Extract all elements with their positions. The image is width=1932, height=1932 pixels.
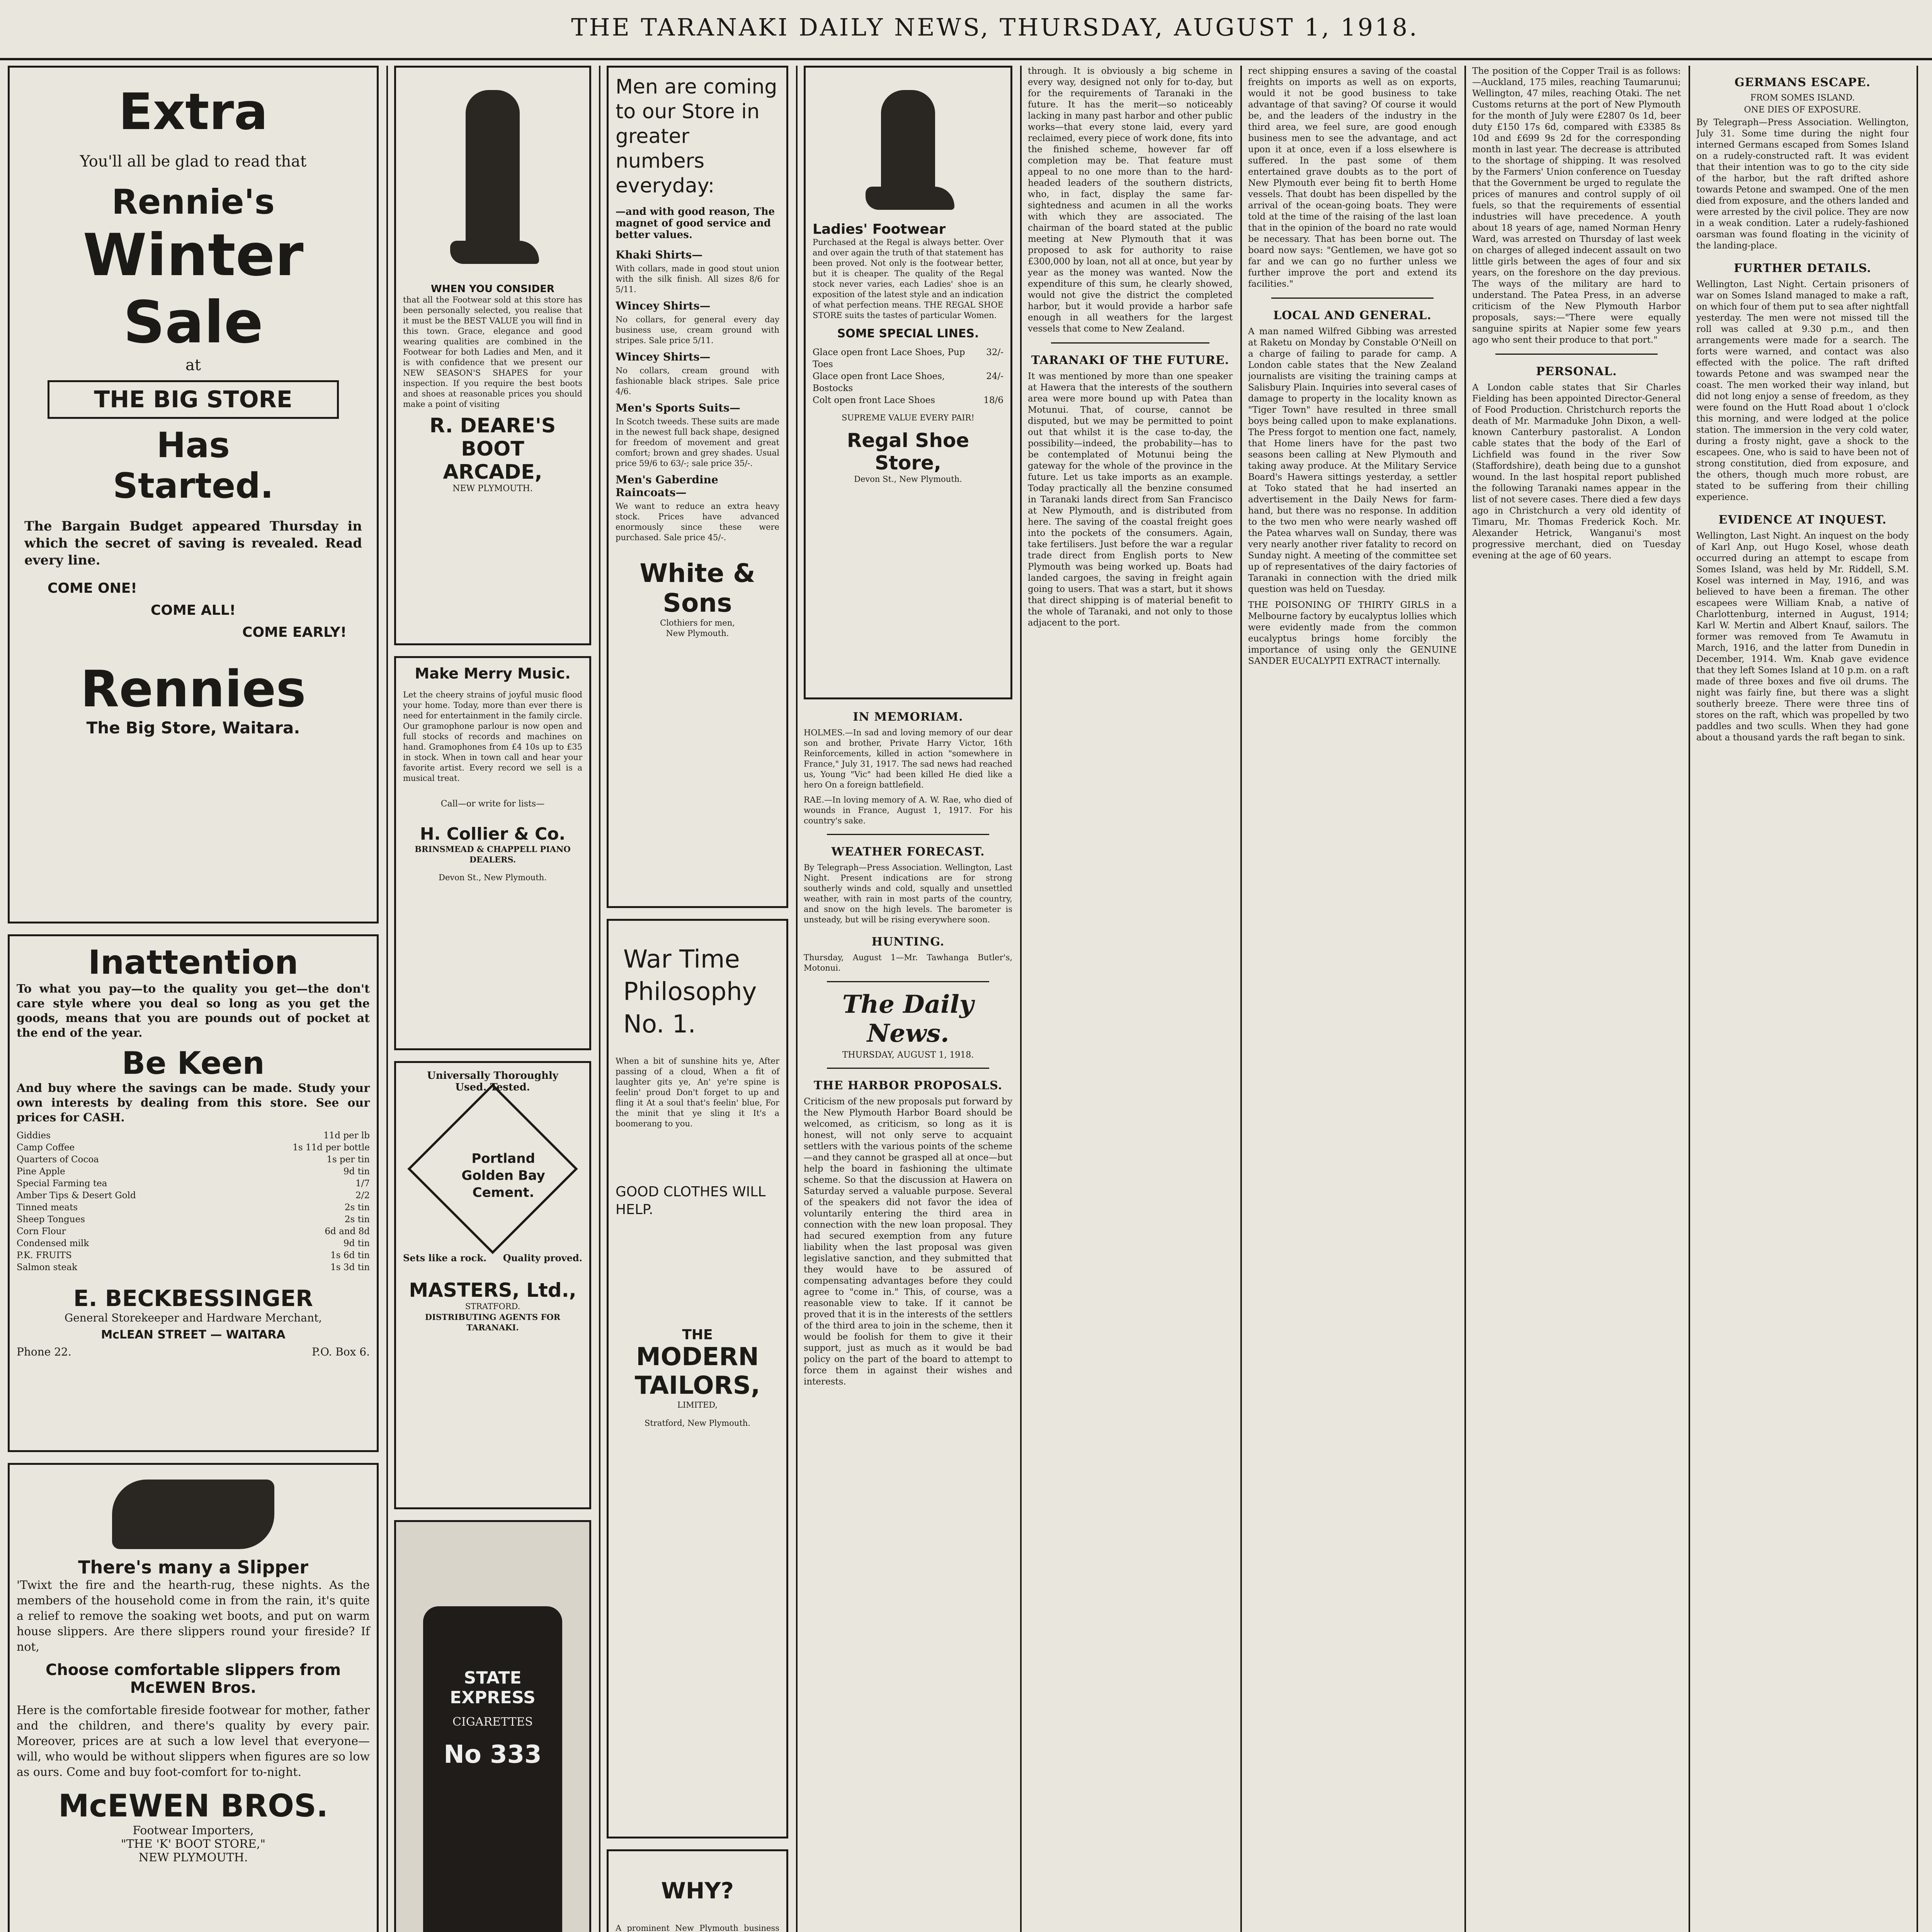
- list-item-price: 1s per tin: [327, 1155, 370, 1165]
- list-item-name: Pine Apple: [17, 1167, 65, 1177]
- list-item-price: 6d and 8d: [325, 1226, 370, 1236]
- ad-advertiser: R. DEARE'S: [429, 414, 556, 437]
- ad-body: 'Twixt the fire and the hearth-rug, these nights. As the members of the household come in from the rain, it's quite a relief to remove the soaking wet boots, and put on warm house slippers. Are there slippers round your fireside? If not,: [17, 1578, 370, 1654]
- news-text: A London cable states that Sir Charles Fielding has been appointed Director-General of Food Production. Christchurch reports the death of Mr. Marmaduke John Dixon, a well-known Canterbury pastoralist. A London cable states that the body of the Earl of Lichfield was found in the river Sow (Staffordshire), death being due to a gunshot wound. In the last hospital report published the following Taranaki names appear in the list of not severe cases. There died a few days ago in Christchurch a very old identity of Timaru, Mr. Thomas Frederick Koch. Mr. Alexander Hetrick, Wanganui's most progressive merchant, died on Tuesday evening at the age of 60 years.: [1472, 383, 1681, 561]
- ad-body: Let the cheery strains of joyful music flood your home. Today, more than ever there is need for entertainment in the family circle. Our gramophone parlour is now open and full stocks of records and machines on hand. Gramophones from £4 10s up to £35 in stock. When in town call and hear your favorite artist. Every record we sell is a musical treat.: [403, 690, 582, 783]
- logo-text: Portland: [471, 1151, 535, 1167]
- price-list: [17, 1130, 370, 1274]
- masters-cement-ad: [394, 1061, 591, 1509]
- list-item-price: 2s tin: [344, 1214, 370, 1225]
- column-rule: [1020, 66, 1022, 1932]
- column-1: [8, 66, 379, 1932]
- item-text: We want to reduce an extra heavy stock. Prices have advanced enormously since these were purchased. Sale price 45/-.: [616, 502, 779, 542]
- list-item-price: 2/2: [355, 1190, 370, 1201]
- item-text: With collars, made in good stout union with the silk finish. All sizes 8/6 for 5/11.: [616, 264, 779, 294]
- column-rule: [599, 66, 600, 1932]
- regal-shoe-ad: [804, 66, 1012, 699]
- ad-heading: Choose comfortable slippers from McEWEN Bros.: [45, 1661, 341, 1697]
- ad-advertiser: Regal Shoe Store,: [847, 429, 969, 474]
- editorial-text: through. It is obviously a big scheme in every way, designed not only for to-day, but for the requirements of Taranaki in the future. It has the merit—so noticeably lacking in many past harbor and other public works—that every stone laid, every yard reclaimed, every piece of work done, fits into the finished scheme, however far off completion may be. That feature must appeal to no one more than to the hard-headed leaders of the southern districts, who, in fact, display the same far-sightedness and acumen in all the works with which they are associated. The chairman of the board stated at the public meeting at New Plymouth that it was proposed to ask for authority to raise £300,000 by loan, not all at once, but year by year as the money was wanted. Now the expenditure of this sum, he clearly showed, would not give the district the completed harbor, but it would provide a harbor safe enough in all weathers for the largest vessels that come to New Zealand.: [1028, 66, 1233, 334]
- ad-sub: Footwear Importers,: [133, 1824, 254, 1837]
- editorial-heading: THE HARBOR PROPOSALS.: [813, 1079, 1003, 1092]
- ad-has: Has: [156, 425, 230, 466]
- ad-heading: WHY?: [661, 1878, 734, 1904]
- ad-come-all: COME ALL!: [150, 602, 236, 618]
- list-item-name: Amber Tips & Desert Gold: [17, 1190, 136, 1201]
- column-rule: [1240, 66, 1242, 1932]
- ad-heading: There's many a Slipper: [78, 1557, 308, 1578]
- ad-at: at: [185, 356, 201, 374]
- ad-address: Devon St., New Plymouth.: [439, 873, 547, 882]
- column-rule: [1689, 66, 1690, 1932]
- item-heading: Wincey Shirts—: [616, 299, 711, 312]
- list-item: [17, 1142, 370, 1154]
- column-6: [1248, 66, 1457, 1932]
- ad-line: Sets like a rock.: [403, 1252, 487, 1264]
- logo-text: CIGARETTES: [452, 1715, 533, 1729]
- memoriam-text: RAE.—In loving memory of A. W. Rae, who died of wounds in France, August 1, 1917. For his country's sake.: [804, 795, 1012, 825]
- list-item: [813, 371, 1003, 395]
- list-item-price: 9d tin: [343, 1167, 370, 1177]
- ad-body: The Bargain Budget appeared Thursday in which the secret of saving is revealed. Read every line.: [24, 519, 362, 568]
- ad-line: BOOT: [461, 437, 524, 461]
- logo-text: STATE EXPRESS: [450, 1668, 536, 1708]
- list-item-name: Camp Coffee: [17, 1143, 75, 1153]
- list-item: [813, 347, 1003, 371]
- news-text: The position of the Copper Trail is as follows:—Auckland, 175 miles, reaching Taumarunui; Wellington, 47 miles, reaching Otaki. The net Customs returns at the port of New Plymouth for the month of July were £2807 0s 1d, beer duty £150 17s 6d, compared with £3385 8s 10d and £699 9s 2d for the corresponding month in last year. The decrease is attributed to the shortage of shipping. It was resolved by the Farmers' Union conference on Tuesday that the Government be urged to regulate the prices of manures and control supply of oil fuels, so that the requirements of essential industries will have precedence. A youth about 18 years of age, named Norman Henry Ward, was arrested on Thursday of last week on charges of alleged indecent assault on two little girls between the ages of four and six years, on the foreshore on the day previous. The ways of the military are hard to understand. The Patea Press, in an adverse criticism of the New Plymouth Harbor proposals, says:—"There were equally sanguine spirits at Napier some few years ago who sent their produce to that port.": [1472, 66, 1681, 345]
- ad-address: McLEAN STREET — WAITARA: [101, 1328, 286, 1342]
- section-heading: HUNTING.: [871, 935, 945, 949]
- editorial-text: It was mentioned by more than one speaker at Hawera that the interests of the southern area were more bound up with Patea than Motunui. That, of course, cannot be disputed, but we may be permitted to point out that whilst it is the case to-day, the possibility—indeed, the probability—has to be contemplated of Motunui being the gateway for the whole of the province in the future. Let us take imports as an example. Today practically all the benzine consumed in Taranaki lands direct from San Francisco at New Plymouth, and is distributed from here. The saving of the coastal freight goes into the pockets of the consumers. Again, take fertilisers. Just before the war a regular trade direct from English ports to New Plymouth was being worked up. Boats had landed cargoes, the saving in freight again going to users. That was a start, but it shows that direct shipping is of material benefit to the whole of Taranaki, and not only to those adjacent to the port.: [1028, 371, 1233, 628]
- ad-sub: DISTRIBUTING AGENTS FOR TARANAKI.: [425, 1312, 561, 1332]
- column-5: [1028, 66, 1233, 1932]
- ad-sub: Clothiers for men,: [660, 618, 735, 628]
- editorial-nameplate: The Daily News.: [842, 990, 974, 1048]
- ad-sale: Sale: [123, 289, 264, 356]
- state-express-ad: [394, 1520, 591, 1932]
- poem-text: When a bit of sunshine hits ye, After passing of a cloud, When a fit of laughter gits ye, An' ye're spine is feelin' proud Don't forget to up and fling it At a soul that's feelin' blue, For the minit that ye sling it It's a boomerang to you.: [616, 1056, 779, 1128]
- ad-box: P.O. Box 6.: [311, 1345, 370, 1358]
- ad-advertiser: MASTERS, Ltd.,: [409, 1279, 577, 1301]
- ad-started: Started.: [113, 466, 274, 506]
- logo-text: No 333: [444, 1740, 542, 1769]
- item-text: No collars, cream ground with fashionable black stripes. Sale price 4/6.: [616, 366, 779, 396]
- list-item-price: 24/-: [986, 371, 1003, 381]
- ad-heading: Be Keen: [122, 1045, 265, 1081]
- cocker-tailor-ad: [607, 1849, 788, 1932]
- ad-line: SUPREME VALUE EVERY PAIR!: [842, 413, 975, 422]
- list-item-name: Quarters of Cocoa: [17, 1155, 99, 1165]
- list-item: [17, 1250, 370, 1262]
- ad-line: Quality proved.: [503, 1252, 582, 1264]
- column-7: [1472, 66, 1681, 1932]
- logo-text: Golden Bay: [461, 1168, 545, 1184]
- editorial-date: THURSDAY, AUGUST 1, 1918.: [842, 1050, 974, 1060]
- section-heading: EVIDENCE AT INQUEST.: [1718, 513, 1887, 527]
- list-item-price: 32/-: [986, 347, 1003, 357]
- ad-heading: Inattention: [88, 943, 298, 982]
- rennies-sale-ad: [8, 66, 379, 923]
- ad-address: NEW PLYMOUTH.: [138, 1851, 248, 1864]
- ad-come-early: COME EARLY!: [242, 624, 347, 640]
- section-heading: LOCAL AND GENERAL.: [1273, 309, 1432, 322]
- list-item-price: 1s 3d tin: [330, 1262, 370, 1272]
- item-heading: Khaki Shirts—: [616, 248, 703, 261]
- list-item-name: Condensed milk: [17, 1238, 89, 1248]
- column-2: [394, 66, 591, 1932]
- hand-illustration: [112, 1480, 274, 1549]
- section-subheading: FROM SOMES ISLAND.: [1750, 93, 1855, 103]
- column-rule: [386, 66, 388, 1932]
- section-heading: FURTHER DETAILS.: [1734, 262, 1871, 275]
- ad-heading: Men are coming to our Store in greater numbers everyday:: [616, 75, 777, 197]
- advertisement-text: THE POISONING OF THIRTY GIRLS in a Melbourne factory by eucalyptus lollies which were evidently made from the common eucalyptus brings home forcibly the importance of using only the GENUINE SANDER EUCALYPTI EXTRACT internally.: [1248, 600, 1457, 666]
- list-item-name: Glace open front Lace Shoes, Bostocks: [813, 371, 945, 393]
- news-text: A man named Wilfred Gibbing was arrested at Raketu on Monday by Constable O'Neill on a charge of failing to parade for camp. A London cable states that the New Zealand journalists are visiting the training camps at Salisbury Plain. Inquiries into several cases of damage to property in the locality known as "Tiger Town" have resulted in three small boys being called upon to make explanations. The Press forgot to mention one fact, namely, that Home liners have for the past two seasons been calling at New Plymouth and taking away produce. At the Military Service Board's Hawera sittings yesterday, a settler at Toko stated that he had inserted an advertisement in the Daily News for farm-hand, but there was no response. In addition to the two men who were nearly washed off the Patea wharves wall on Sunday, there was very nearly another river fatality to record on Sunday night. A meeting of the committee set up of representatives of the dairy factories of Taranaki in connection with the dried milk question was held on Tuesday.: [1248, 327, 1457, 594]
- ad-heading: War Time Philosophy No. 1.: [623, 945, 757, 1039]
- ad-line: Call—or write for lists—: [440, 799, 545, 809]
- list-item-name: P.K. FRUITS: [17, 1250, 72, 1260]
- ad-line: ARCADE,: [443, 461, 543, 484]
- column-8: [1696, 66, 1909, 1932]
- column-rule: [796, 66, 798, 1932]
- item-heading: Men's Sports Suits—: [616, 401, 740, 414]
- section-subheading: ONE DIES OF EXPOSURE.: [1744, 105, 1861, 115]
- list-item-name: Special Farming tea: [17, 1179, 107, 1189]
- ad-sub: BRINSMEAD & CHAPPELL PIANO DEALERS.: [415, 844, 571, 864]
- ad-line: THE: [682, 1327, 713, 1343]
- section-heading: IN MEMORIAM.: [853, 710, 963, 724]
- white-sons-ad: [607, 66, 788, 908]
- list-item: [17, 1178, 370, 1190]
- ad-address: The Big Store, Waitara.: [86, 718, 300, 737]
- list-item: [17, 1238, 370, 1250]
- ad-body: Here is the comfortable fireside footwear for mother, father and the children, and there's quality by every pair. Moreover, prices are at such a low level that everyone—will, who would be without slippers when figures are so low as ours. Come and buy foot-comfort for to-night.: [17, 1704, 370, 1779]
- cement-diamond-logo: [407, 1083, 578, 1254]
- ad-address: Devon St., New Plymouth.: [854, 474, 962, 484]
- list-item-price: 11d per lb: [323, 1131, 370, 1141]
- ad-address: New Plymouth.: [666, 629, 729, 638]
- ad-sub: General Storekeeper and Hardware Merchant,: [64, 1311, 322, 1324]
- list-item-name: Glace open front Lace Shoes, Pup Toes: [813, 347, 965, 369]
- ad-phone: Phone 22.: [17, 1345, 71, 1358]
- ad-advertiser: E. BECKBESSINGER: [73, 1285, 313, 1311]
- ad-sub: "THE 'K' BOOT STORE,": [121, 1837, 266, 1851]
- column-rule: [1464, 66, 1466, 1932]
- rennies-logo: Rennies: [80, 660, 306, 718]
- item-heading: Wincey Shirts—: [616, 350, 711, 363]
- section-heading: WEATHER FORECAST.: [831, 845, 985, 859]
- list-item-name: Corn Flour: [17, 1226, 66, 1236]
- list-item: [813, 395, 1003, 406]
- column-4: [804, 66, 1012, 1932]
- list-item: [17, 1262, 370, 1274]
- ad-sub: —and with good reason, The magnet of good service and better values.: [616, 206, 775, 241]
- editorial-text: Criticism of the new proposals put forward by the New Plymouth Harbor Board should be welcomed, as criticism, so long as it is honest, will not only serve to acquaint settlers with the various points of the scheme—and they cannot be grasped all at once—but help the board in fashioning the ultimate scheme. So that the discussion at Hawera on Saturday served a valuable purpose. Several of the speakers did not favor the idea of voluntarily entering the third area in connection with the new loan proposal. They had secured exemption from any future liability when the last proposal was given legislative sanction, and they submitted that they would have to be assured of compensating advantages before they could agree to "come in." This, of course, was a reasonable view to take. If it cannot be proved that it is in the interests of the settlers of the third area to join in the scheme, then it would be foolish for them to give it their support, just as much as it would be bad policy on the part of the board to attempt to force them in against their wishes and interests.: [804, 1097, 1012, 1387]
- masthead: [0, 0, 1932, 60]
- item-heading: Men's Gaberdine Raincoats—: [616, 473, 718, 499]
- ad-address: NEW PLYMOUTH.: [452, 484, 533, 493]
- list-item-price: 18/6: [983, 395, 1003, 405]
- ad-body: A prominent New Plymouth business: [616, 1923, 779, 1932]
- list-item: [17, 1202, 370, 1214]
- masthead-title: THE TARANAKI DAILY NEWS, THURSDAY, AUGUST 1, 1918.: [571, 13, 1419, 41]
- collier-music-ad: [394, 656, 591, 1050]
- deare-boot-ad: [394, 66, 591, 645]
- item-text: No collars, for general every day business use, cream ground with stripes. Sale price 5/11.: [616, 315, 779, 345]
- mcewen-ad: [8, 1463, 379, 1932]
- ad-come-one: COME ONE!: [48, 580, 137, 596]
- ad-body: that all the Footwear sold at this store has been personally selected, you realise that it must be the BEST VALUE you will find in this town. Grace, elegance and good wearing qualities are combined in the Footwear for both Ladies and Men, and it is with confidence that we present our NEW SEASON'S SHAPES for your inspection. If you require the best boots and shoes at reasonable prices you should make a point of visiting: [403, 295, 582, 409]
- section-heading: GERMANS ESCAPE.: [1735, 76, 1871, 89]
- cigarette-tin-illustration: [423, 1606, 562, 1932]
- list-item-name: Tinned meats: [17, 1202, 78, 1213]
- shoe-price-list: [813, 347, 1003, 406]
- list-item-price: 2s tin: [344, 1202, 370, 1213]
- ad-heading: Extra: [118, 82, 268, 141]
- list-item: [17, 1154, 370, 1166]
- boot-illustration: [466, 90, 520, 252]
- list-item-price: 9d tin: [343, 1238, 370, 1248]
- ad-line: Used. Tested.: [455, 1082, 530, 1093]
- ad-address: Stratford, New Plymouth.: [645, 1418, 750, 1428]
- column-rule: [1917, 66, 1918, 1932]
- news-text: Wellington, Last Night. An inquest on the body of Karl Anp, out Hugo Kosel, whose death occurred during an attempt to escape from Somes Island, was held by Mr. Riddell, S.M. Kosel was interned in May, 1916, and was believed to have been a fireman. The other escapees were William Knab, a native of Charlottenburg, interned in August, 1914; Karl W. Mertin and Albert Knauf, sailors. The former was removed from Te Awamutu in March, 1916, and the latter from Dunedin in December, 1914. Wm. Knab gave evidence that they left Somes Island at 10 p.m. on a raft made of three boxes and five oil drums. The night was fairly fine, but there was a slight southerly breeze. There were three tins of stores on the raft, which was propelled by two paddles and two sculls. When they had gone about a thousand yards the raft began to sink.: [1696, 531, 1909, 743]
- inattention-ad: [8, 934, 379, 1452]
- ad-winter: Winter: [83, 222, 304, 289]
- list-item-name: Colt open front Lace Shoes: [813, 395, 935, 405]
- ad-brand: Rennie's: [112, 182, 275, 222]
- editorial-heading: TARANAKI OF THE FUTURE.: [1031, 354, 1230, 367]
- ad-line: Universally Thoroughly: [427, 1070, 558, 1082]
- ad-advertiser: McEWEN BROS.: [58, 1788, 328, 1824]
- editorial-text: rect shipping ensures a saving of the coastal freights on imports as well as on exports, would it not be good business to take advantage of that saving? Of course it would be, and the leaders of the industry in the third area, we feel sure, are good enough business men to see the advantage, and act upon it at once, even if a loss elsewhere is suffered. In the past some of them entertained grave doubts as to the port of New Plymouth ever being fit to berth Home vessels. That doubt has been dispelled by the arrival of the ocean-going boats. They were told at the time of the raising of the last loan that in the opinion of the board no rate would be necessary. That has been borne out. The board now says: "Gentlemen, we have got so far and we can go no further unless we further improve the port and extend its facilities.": [1248, 66, 1457, 289]
- ad-heading: Make Merry Music.: [415, 665, 571, 682]
- ad-heading: Ladies' Footwear: [813, 221, 946, 237]
- news-text: Wellington, Last Night. Certain prisoners of war on Somes Island managed to make a raft, on which four of them put to sea after nightfall yesterday. The men were not missed till the roll was called at 9.30 p.m., and then arrangements were made for a search. The forts were warned, and contact was also effected with the police. The raft drifted towards Petone and was swamped near the coast. The men worked their way inland, but did not long enjoy a sense of freedom, as they were found on the Hutt Road about 1 o'clock this morning, and were lodged at the police station. The immersion in the very cold water, during a frosty night, gave a shock to the escapees. One, who is said to have been not of strong constitution, died from exposure, and the others, though much more robust, are stated to be suffering from their chilling experience.: [1696, 279, 1909, 502]
- weather-text: By Telegraph—Press Association. Wellington, Last Night. Present indications are for strong southerly winds and cold, squally and unsettled weather, with rain in most parts of the country, and snow on the high levels. The barometer is unsteady, but will be rising everywhere soon.: [804, 863, 1012, 924]
- list-item-name: Salmon steak: [17, 1262, 77, 1272]
- logo-text: Cement.: [472, 1185, 534, 1201]
- ad-slogan: GOOD CLOTHES WILL HELP.: [616, 1184, 766, 1218]
- ad-address: STRATFORD.: [465, 1302, 520, 1311]
- column-3: [607, 66, 788, 1932]
- list-item: [17, 1166, 370, 1178]
- list-item-price: 1/7: [355, 1179, 370, 1189]
- ad-advertiser: H. Collier & Co.: [420, 824, 566, 844]
- list-item: [17, 1190, 370, 1202]
- ad-body: To what you pay—to the quality you get—the don't care style where you deal so long as you get the goods, means that you are pounds out of pocket at the end of the year.: [17, 982, 370, 1040]
- list-item: [17, 1214, 370, 1226]
- ad-line: You'll all be glad to read that: [80, 153, 307, 170]
- memoriam-text: HOLMES.—In sad and loving memory of our dear son and brother, Private Harry Victor, 16th Reinforcements, killed in action "somewhere in France," July 31, 1917. The sad news had reached us, Young "Vic" had been killed He died like a hero On a foreign battlefield.: [804, 728, 1012, 789]
- ad-body: Purchased at the Regal is always better. Over and over again the truth of that statement has been proved. Not only is the footwear better, but it is cheaper. The quality of the Regal stock never varies, each Ladies' shoe is an exposition of the latest style and an indication of what perfection means. THE REGAL SHOE STORE suits the tastes of particular Women.: [813, 238, 1004, 320]
- ad-sub: LIMITED,: [677, 1400, 718, 1410]
- item-text: In Scotch tweeds. These suits are made in the newest full back shape, designed for freedom of movement and great comfort; brown and grey shades. Usual price 59/6 to 63/-; sale price 35/-.: [616, 417, 779, 468]
- news-text: By Telegraph—Press Association. Wellington, July 31. Some time during the night four interned Germans escaped from Somes Island on a rudely-constructed raft. It was evident that their intention was to go to the city side of the harbor, but the raft drifted ashore towards Petone and swamped. One of the men died from exposure, and the others landed and were arrested by the civil police. They are now in a weak condition. Later a rudely-fashioned oarsman was found floating in the vicinity of the landing-place.: [1696, 117, 1909, 251]
- shoe-illustration: [881, 90, 935, 198]
- list-item: [17, 1130, 370, 1142]
- big-store-logo: THE BIG STORE: [48, 380, 339, 419]
- list-item: [17, 1226, 370, 1238]
- list-item-price: 1s 6d tin: [330, 1250, 370, 1260]
- modern-tailors-ad: [607, 919, 788, 1838]
- ad-advertiser: White & Sons: [639, 558, 755, 618]
- ad-body: And buy where the savings can be made. Study your own interests by dealing from this store. See our prices for CASH.: [17, 1082, 370, 1124]
- ad-advertiser: TAILORS,: [634, 1371, 760, 1400]
- hunting-text: Thursday, August 1—Mr. Tawhanga Butler's, Motonui.: [804, 953, 1012, 973]
- list-item-name: Sheep Tongues: [17, 1214, 85, 1225]
- ad-sub: SOME SPECIAL LINES.: [837, 327, 979, 340]
- list-item-name: Giddies: [17, 1131, 51, 1141]
- list-item-price: 1s 11d per bottle: [293, 1143, 370, 1153]
- ad-advertiser: MODERN: [636, 1343, 759, 1371]
- ad-heading: WHEN YOU CONSIDER: [431, 283, 554, 295]
- section-heading: PERSONAL.: [1536, 365, 1617, 378]
